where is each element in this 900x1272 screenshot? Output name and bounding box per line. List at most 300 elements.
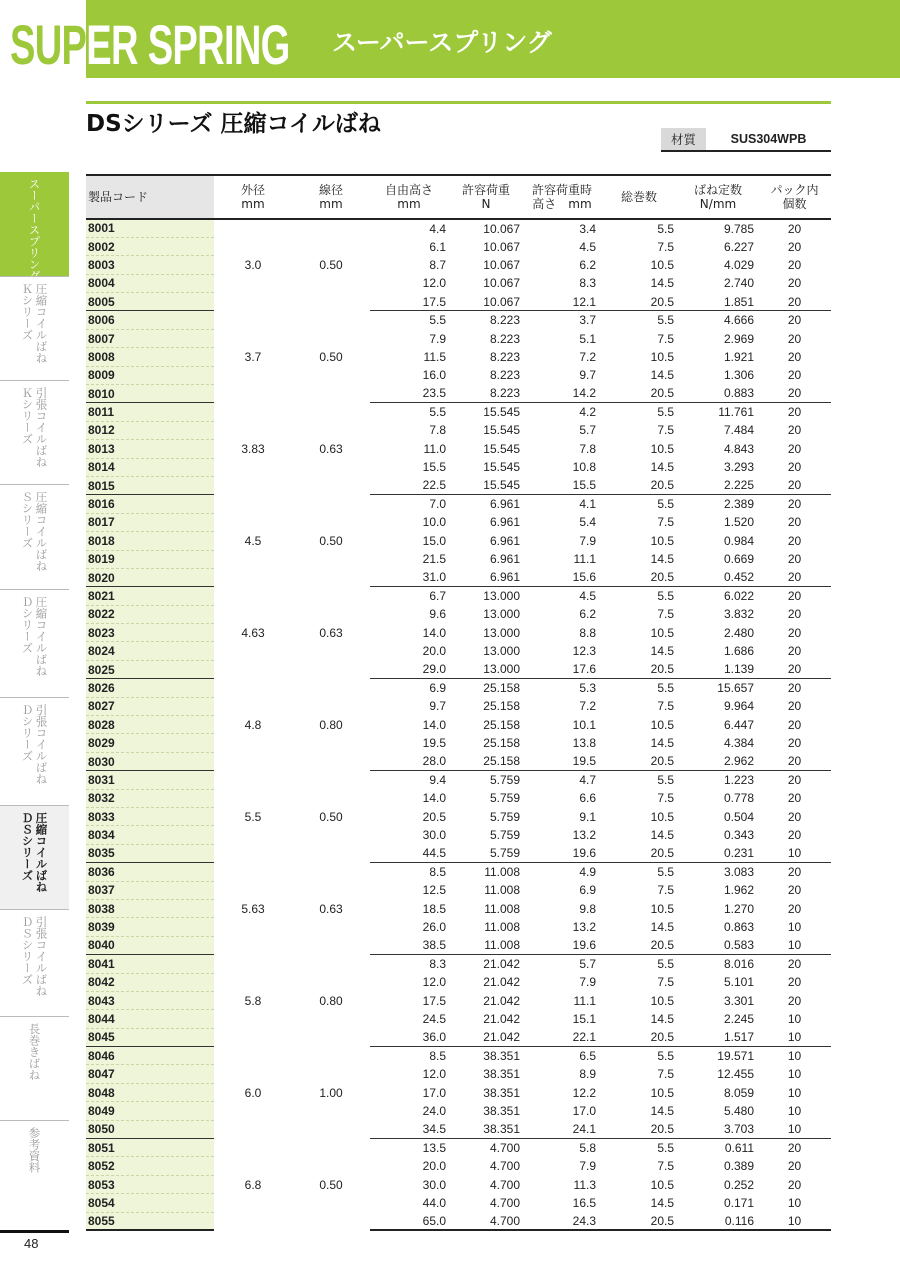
free-height: 6.1: [429, 239, 446, 254]
free-height: 12.5: [422, 883, 446, 898]
table-row: [86, 348, 831, 366]
product-code: 8031: [86, 771, 214, 789]
sidebar-tab[interactable]: [0, 276, 69, 380]
allowable-load: 21.042: [483, 1030, 520, 1045]
product-code: 8039: [86, 918, 214, 936]
product-code: 8010: [86, 385, 214, 403]
table-row: [86, 1194, 831, 1212]
total-coils: 5.5: [600, 863, 678, 881]
product-code: 8033: [86, 808, 214, 826]
free-height: 24.5: [422, 1011, 446, 1026]
free-height: 29.0: [422, 662, 446, 677]
wire-diameter: 0.50: [292, 1139, 370, 1231]
height-at-load: 7.2: [579, 699, 596, 714]
sidebar-tab[interactable]: [0, 805, 69, 909]
sidebar-tab-label: 参考資料: [27, 1127, 42, 1173]
allowable-load: 8.223: [489, 386, 520, 401]
outer-diameter: 5.63: [214, 863, 292, 955]
spring-rate: 0.452: [723, 570, 754, 585]
height-at-load: 13.8: [572, 736, 596, 751]
material-label: 材質: [661, 128, 706, 150]
spring-rate: 3.083: [678, 863, 758, 881]
free-height: 65.0: [370, 1212, 448, 1230]
height-at-load: 7.2: [579, 349, 596, 364]
pack-quantity: 10: [758, 1047, 831, 1065]
pack-quantity: 20: [758, 955, 831, 973]
allowable-load: 21.042: [483, 1011, 520, 1026]
spring-rate: 6.227: [723, 239, 754, 254]
table-row: [86, 991, 831, 1009]
height-at-load: 5.4: [579, 515, 596, 530]
allowable-load: 38.351: [483, 1122, 520, 1137]
free-height: 6.9: [370, 679, 448, 697]
total-coils: 7.5: [657, 699, 674, 714]
free-height: 30.0: [422, 1177, 446, 1192]
product-code: 8016: [86, 495, 214, 513]
table-row: [86, 256, 831, 274]
sidebar-tab-label: 長巻きばね: [27, 1023, 42, 1081]
pack-quantity: 20: [787, 368, 802, 383]
sidebar-tab-label: 引張コイルばね Ｄシリーズ: [20, 704, 49, 785]
free-height: 17.5: [422, 993, 446, 1008]
outer-diameter: 4.8: [214, 679, 292, 771]
pack-quantity: 20: [787, 423, 802, 438]
total-coils: 5.5: [657, 221, 674, 236]
sidebar-tab-label: 圧縮コイルばね Ｄシリーズ: [20, 596, 49, 677]
free-height: 34.5: [422, 1122, 446, 1137]
height-at-load: 4.9: [524, 863, 600, 881]
allowable-load: 6.961: [489, 552, 520, 567]
product-code: 8021: [86, 587, 214, 605]
sidebar-tab[interactable]: [0, 1120, 69, 1227]
total-coils: 7.5: [657, 883, 674, 898]
pack-quantity: 20: [787, 1159, 802, 1174]
wire-diameter: 0.50: [292, 495, 370, 587]
table-row: [86, 274, 831, 292]
header-spring-rate: ばね定数 N/mm: [678, 175, 758, 219]
product-code: 8024: [86, 642, 214, 660]
height-at-load: 12.1: [572, 294, 596, 309]
table-row: [86, 1139, 831, 1157]
height-at-load: 7.8: [579, 441, 596, 456]
product-code: 8045: [86, 1028, 214, 1046]
free-height: 9.4: [370, 771, 448, 789]
allowable-load: 4.700: [448, 1139, 524, 1157]
wire-diameter: 0.63: [292, 863, 370, 955]
total-coils: 5.5: [600, 495, 678, 513]
allowable-load: 8.223: [489, 368, 520, 383]
pack-quantity: 20: [787, 570, 802, 585]
sidebar-tab[interactable]: [0, 589, 69, 697]
product-code: 8002: [86, 237, 214, 255]
pack-quantity: 20: [787, 239, 802, 254]
allowable-load: 11.008: [484, 920, 520, 935]
height-at-load: 7.9: [579, 533, 596, 548]
total-coils: 7.5: [657, 1067, 674, 1082]
pack-quantity: 10: [787, 846, 802, 861]
table-row: [86, 1010, 831, 1028]
product-code: 8003: [86, 256, 214, 274]
spring-rate: 2.389: [678, 495, 758, 513]
height-at-load: 19.5: [572, 754, 596, 769]
total-coils: 7.5: [657, 515, 674, 530]
spring-rate: 0.583: [723, 938, 754, 953]
product-code: 8050: [86, 1120, 214, 1138]
table-row: [86, 329, 831, 347]
wire-diameter: 0.63: [292, 587, 370, 679]
free-height: 23.5: [422, 386, 446, 401]
table-row: [86, 513, 831, 531]
spring-rate: 4.384: [723, 736, 754, 751]
table-row: [86, 1047, 831, 1065]
allowable-load: 38.351: [483, 1085, 520, 1100]
spring-rate: 0.611: [678, 1139, 758, 1157]
product-code: 8023: [86, 624, 214, 642]
total-coils: 5.5: [600, 1047, 678, 1065]
sidebar-tab-label: 引張コイルばね ＤＳシリーズ: [20, 916, 49, 997]
spring-rate: 1.520: [723, 515, 754, 530]
free-height: 17.5: [422, 294, 446, 309]
height-at-load: 16.5: [572, 1195, 596, 1210]
total-coils: 5.5: [600, 955, 678, 973]
spring-rate: 7.484: [723, 423, 754, 438]
allowable-load: 6.961: [448, 495, 524, 513]
product-code: 8026: [86, 679, 214, 697]
pack-quantity: 10: [787, 1085, 802, 1100]
product-code: 8055: [86, 1212, 214, 1230]
total-coils: 20.5: [600, 1212, 678, 1230]
allowable-load: 25.158: [483, 754, 520, 769]
outer-diameter: 3.7: [214, 311, 292, 403]
total-coils: 20.5: [650, 478, 674, 493]
height-at-load: 5.8: [524, 1139, 600, 1157]
pack-quantity: 20: [787, 331, 802, 346]
spring-rate: 4.666: [678, 311, 758, 329]
spring-rate: 15.657: [678, 679, 758, 697]
free-height: 6.7: [370, 587, 448, 605]
free-height: 8.5: [370, 863, 448, 881]
height-at-load: 19.6: [572, 846, 596, 861]
allowable-load: 13.000: [483, 644, 520, 659]
sidebar-tab[interactable]: [0, 172, 69, 282]
allowable-load: 8.223: [489, 331, 520, 346]
total-coils: 5.5: [600, 311, 678, 329]
spring-rate: 1.686: [723, 644, 754, 659]
free-height: 36.0: [422, 1030, 446, 1045]
table-row: [86, 642, 831, 660]
product-code: 8014: [86, 458, 214, 476]
free-height: 19.5: [422, 736, 446, 751]
height-at-load: 5.7: [524, 955, 600, 973]
spring-rate: 2.225: [723, 478, 754, 493]
table-row: [86, 219, 831, 237]
spring-rate: 2.740: [723, 276, 754, 291]
allowable-load: 6.961: [489, 515, 520, 530]
spring-rate: 6.447: [723, 717, 754, 732]
height-at-load: 10.1: [572, 717, 596, 732]
pack-quantity: 20: [787, 552, 802, 567]
height-at-load: 4.5: [524, 587, 600, 605]
allowable-load: 11.008: [484, 883, 520, 898]
height-at-load: 4.1: [524, 495, 600, 513]
product-code: 8048: [86, 1083, 214, 1101]
material-value: SUS304WPB: [730, 132, 807, 146]
spring-rate: 0.504: [723, 809, 754, 824]
wire-diameter: 0.80: [292, 679, 370, 771]
product-code: 8027: [86, 697, 214, 715]
wire-diameter: 0.50: [292, 771, 370, 863]
header-wire: 線径 mm: [292, 175, 370, 219]
brand-logo: [10, 14, 290, 76]
spring-rate: 2.962: [723, 754, 754, 769]
table-row: [86, 495, 831, 513]
free-height: 38.5: [422, 938, 446, 953]
spring-rate: 0.883: [723, 386, 754, 401]
table-header-row: [86, 175, 831, 219]
pack-quantity: 20: [787, 294, 802, 309]
pack-quantity: 20: [787, 460, 802, 475]
free-height: 7.0: [370, 495, 448, 513]
pack-quantity: 20: [787, 515, 802, 530]
pack-quantity: 10: [787, 1103, 802, 1118]
product-code: 8054: [86, 1194, 214, 1212]
total-coils: 7.5: [657, 331, 674, 346]
spring-rate: 1.921: [723, 349, 754, 364]
allowable-load: 4.700: [489, 1195, 520, 1210]
total-coils: 20.5: [650, 570, 674, 585]
spring-rate: 1.223: [678, 771, 758, 789]
free-height: 30.0: [422, 828, 446, 843]
pack-quantity: 20: [787, 478, 802, 493]
header-pack-qty: パック内 個数: [758, 175, 831, 219]
height-at-load: 19.6: [572, 938, 596, 953]
pack-quantity: 20: [758, 679, 831, 697]
free-height: 8.5: [370, 1047, 448, 1065]
height-at-load: 6.9: [579, 883, 596, 898]
spring-rate: 2.245: [723, 1011, 754, 1026]
table-row: [86, 311, 831, 329]
spring-rate: 3.832: [723, 607, 754, 622]
header-height-at-load: 許容荷重時 高さ mm: [524, 175, 600, 219]
height-at-load: 9.8: [579, 901, 596, 916]
height-at-load: 10.8: [572, 460, 596, 475]
pack-quantity: 20: [787, 441, 802, 456]
sidebar-tab[interactable]: [0, 484, 69, 589]
pack-quantity: 20: [758, 495, 831, 513]
pack-quantity: 20: [787, 699, 802, 714]
product-code: 8008: [86, 348, 214, 366]
pack-quantity: 20: [787, 349, 802, 364]
table-row: [86, 881, 831, 899]
pack-quantity: 20: [787, 993, 802, 1008]
product-code: 8046: [86, 1047, 214, 1065]
sidebar-tab[interactable]: [0, 1016, 69, 1120]
allowable-load: 13.000: [483, 625, 520, 640]
spring-rate: 0.231: [723, 846, 754, 861]
page-number-rule: [0, 1230, 69, 1233]
pack-quantity: 20: [787, 736, 802, 751]
pack-quantity: 20: [787, 625, 802, 640]
pack-quantity: 10: [787, 1011, 802, 1026]
table-row: [86, 385, 831, 403]
outer-diameter: 4.5: [214, 495, 292, 587]
free-height: 7.8: [429, 423, 446, 438]
free-height: 14.0: [422, 717, 446, 732]
spring-rate: 5.101: [723, 975, 754, 990]
table-row: [86, 1157, 831, 1175]
free-height: 14.0: [422, 791, 446, 806]
table-row: [86, 568, 831, 586]
product-code: 8013: [86, 440, 214, 458]
total-coils: 20.5: [650, 386, 674, 401]
sidebar-tab[interactable]: [0, 380, 69, 484]
pack-quantity: 20: [787, 828, 802, 843]
total-coils: 20.5: [650, 662, 674, 677]
pack-quantity: 20: [758, 587, 831, 605]
free-height: 16.0: [422, 368, 446, 383]
allowable-load: 38.351: [448, 1047, 524, 1065]
outer-diameter: 6.0: [214, 1047, 292, 1139]
free-height: 17.0: [422, 1085, 446, 1100]
wire-diameter: 1.00: [292, 1047, 370, 1139]
allowable-load: 15.545: [448, 403, 524, 421]
height-at-load: 5.1: [579, 331, 596, 346]
spring-rate: 19.571: [678, 1047, 758, 1065]
table-row: [86, 716, 831, 734]
header-od: 外径 mm: [214, 175, 292, 219]
height-at-load: 11.1: [573, 552, 596, 567]
free-height: 8.3: [370, 955, 448, 973]
total-coils: 10.5: [650, 1085, 674, 1100]
sidebar-tab[interactable]: [0, 697, 69, 805]
spring-rate: 0.778: [723, 791, 754, 806]
pack-quantity: 20: [787, 276, 802, 291]
brand-logo-part1: SUP: [10, 13, 87, 76]
height-at-load: 6.2: [579, 607, 596, 622]
allowable-load: 4.700: [489, 1177, 520, 1192]
product-code: 8041: [86, 955, 214, 973]
pack-quantity: 20: [787, 809, 802, 824]
table-row: [86, 734, 831, 752]
allowable-load: 15.545: [483, 460, 520, 475]
height-at-load: 9.1: [579, 809, 596, 824]
height-at-load: 11.3: [573, 1177, 596, 1192]
pack-quantity: 20: [758, 771, 831, 789]
brand-logo-part2: ER SPRING: [86, 13, 290, 76]
height-at-load: 12.2: [572, 1085, 596, 1100]
table-row: [86, 863, 831, 881]
allowable-load: 5.759: [489, 846, 520, 861]
total-coils: 7.5: [657, 1159, 674, 1174]
allowable-load: 5.759: [448, 771, 524, 789]
spring-rate: 0.984: [723, 533, 754, 548]
material-box: [661, 128, 831, 152]
spring-rate: 0.343: [723, 828, 754, 843]
spring-rate: 0.863: [723, 920, 754, 935]
height-at-load: 6.5: [524, 1047, 600, 1065]
free-height: 18.5: [422, 901, 446, 916]
allowable-load: 4.700: [489, 1159, 520, 1174]
table-row: [86, 697, 831, 715]
spring-rate: 8.016: [678, 955, 758, 973]
allowable-load: 21.042: [483, 975, 520, 990]
sidebar-tab[interactable]: [0, 909, 69, 1016]
spring-rate: 12.455: [717, 1067, 754, 1082]
spring-rate: 1.270: [723, 901, 754, 916]
product-code: 8017: [86, 513, 214, 531]
total-coils: 7.5: [657, 975, 674, 990]
table-row: [86, 1212, 831, 1230]
height-at-load: 3.4: [579, 221, 596, 236]
pack-quantity: 20: [787, 386, 802, 401]
height-at-load: 6.2: [579, 257, 596, 272]
allowable-load: 5.759: [489, 809, 520, 824]
total-coils: 14.5: [650, 920, 674, 935]
allowable-load: 25.158: [483, 736, 520, 751]
spring-rate: 1.517: [723, 1030, 754, 1045]
free-height: 4.4: [429, 221, 446, 236]
allowable-load: 15.545: [483, 423, 520, 438]
pack-quantity: 10: [758, 1212, 831, 1230]
table-row: [86, 899, 831, 917]
allowable-load: 21.042: [448, 955, 524, 973]
free-height: 44.0: [422, 1195, 446, 1210]
product-code: 8019: [86, 550, 214, 568]
product-code: 8007: [86, 329, 214, 347]
height-at-load: 8.9: [579, 1067, 596, 1082]
allowable-load: 25.158: [483, 717, 520, 732]
product-code: 8011: [86, 403, 214, 421]
allowable-load: 11.008: [484, 938, 520, 953]
free-height: 9.7: [429, 699, 446, 714]
height-at-load: 8.3: [579, 276, 596, 291]
table-row: [86, 844, 831, 862]
product-code: 8035: [86, 844, 214, 862]
spring-rate: 6.022: [678, 587, 758, 605]
pack-quantity: 20: [758, 863, 831, 881]
total-coils: 5.5: [600, 403, 678, 421]
product-code: 8044: [86, 1010, 214, 1028]
product-code: 8051: [86, 1139, 214, 1157]
height-at-load: 15.1: [572, 1011, 596, 1026]
table-row: [86, 826, 831, 844]
table-row: [86, 955, 831, 973]
product-code: 8052: [86, 1157, 214, 1175]
product-code: 8032: [86, 789, 214, 807]
table-row: [86, 421, 831, 439]
product-code: 8015: [86, 476, 214, 494]
outer-diameter: 6.8: [214, 1139, 292, 1231]
table-row: [86, 808, 831, 826]
allowable-load: 38.351: [483, 1103, 520, 1118]
table-row: [86, 532, 831, 550]
height-at-load: 15.5: [572, 478, 596, 493]
wire-diameter: 0.50: [319, 257, 343, 272]
table-row: [86, 936, 831, 954]
allowable-load: 15.545: [483, 478, 520, 493]
free-height: 26.0: [422, 920, 446, 935]
page-title: DSシリーズ 圧縮コイルばね: [86, 111, 381, 137]
free-height: 11.5: [423, 349, 446, 364]
pack-quantity: 20: [787, 883, 802, 898]
total-coils: 10.5: [650, 257, 674, 272]
free-height: 15.0: [422, 533, 446, 548]
allowable-load: 13.000: [483, 607, 520, 622]
product-code: 8036: [86, 863, 214, 881]
free-height: 20.0: [422, 1159, 446, 1174]
total-coils: 20.5: [650, 1122, 674, 1137]
sidebar-tab-label: 圧縮コイルばね Ｓシリーズ: [20, 491, 49, 572]
